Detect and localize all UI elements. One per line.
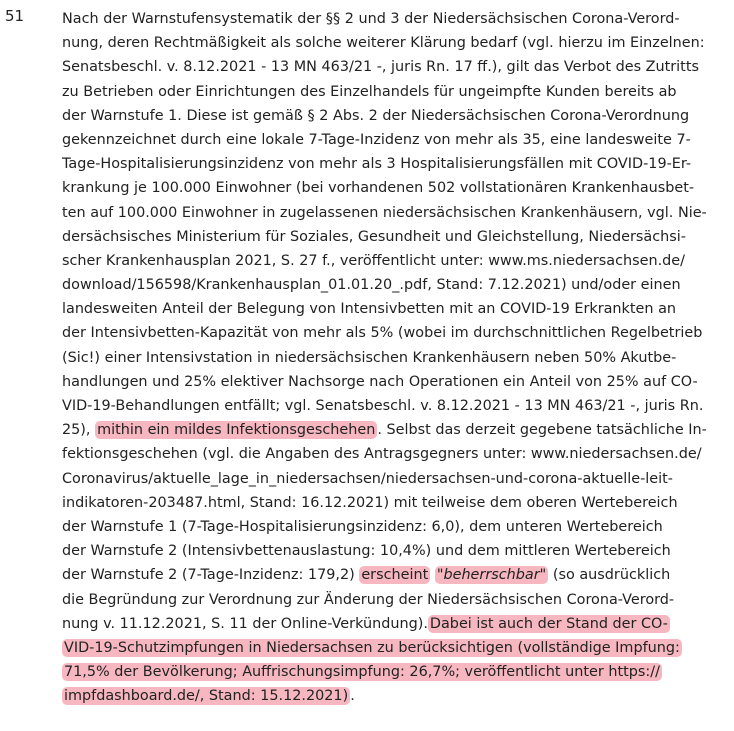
text-line: VID-19-Behandlungen entfällt; vgl. Senatsbeschl. v. 8.12.2021 - 13 MN 463/21 -, juris Rn. — [62, 398, 704, 414]
text-line: Senatsbeschl. v. 8.12.2021 - 13 MN 463/21 -, juris Rn. 17 ff.), gilt das Verbot des Zutritts — [62, 59, 699, 76]
text-line: zu Betrieben oder Einrichtungen des Einzelhandels für ungeimpfte Kunden bereits ab — [62, 83, 677, 100]
text-line: indikatoren-203487.html, Stand: 16.12.2021) mit teilweise dem oberen Wertebereich — [62, 494, 678, 511]
highlight-erscheint: erscheint — [361, 567, 429, 584]
text-line — [62, 612, 732, 636]
text-line — [62, 418, 732, 442]
quote-close: " — [539, 567, 547, 584]
highlight-vaccination-status: Dabei ist auch der Stand der CO- — [429, 615, 668, 632]
text-line: landesweiten Anteil der Belegung von Intensivbetten mit an COVID-19 Erkrankten an — [62, 301, 677, 318]
text-segment: (so ausdrücklich — [552, 567, 671, 584]
text-line — [62, 660, 732, 684]
text-segment: nung v. 11.12.2021, S. 11 der Online-Verkündung). — [62, 615, 428, 632]
text-segment: . — [350, 688, 355, 705]
paragraph-number: 51 — [5, 7, 25, 25]
highlight-vaccination-status: 71,5% der Bevölkerung; Auffrischungsimpfung: 26,7%; veröffentlicht unter https:// — [64, 664, 660, 681]
text-line: (Sic!) einer Intensivstation in niedersächsischen Krankenhäusern neben 50% Akutbe- — [62, 349, 677, 366]
highlight-mild-infection: mithin ein mildes Infektionsgeschehen — [97, 422, 376, 439]
paragraph-text — [62, 7, 732, 708]
text-line — [62, 684, 732, 708]
text-line: dersächsisches Ministerium für Soziales, Gesundheit und Gleichstellung, Niedersächsi- — [62, 228, 686, 245]
text-segment: der Warnstufe 2 (7-Tage-Inzidenz: 179,2) — [62, 567, 355, 584]
text-line: der Intensivbetten-Kapazität von mehr als 5% (wobei im durchschnittlichen Regelbetrieb — [62, 325, 703, 342]
text-line: der Warnstufe 1 (7-Tage-Hospitalisierungsinzidenz: 6,0), dem unteren Wertebereich — [62, 518, 663, 535]
text-line: ten auf 100.000 Einwohner in zugelassenen niedersächsischen Krankenhäusern, vgl. Nie- — [62, 204, 707, 221]
highlight-beherrschbar — [435, 566, 548, 584]
text-line — [62, 636, 732, 660]
text-line: Nach der Warnstufensystematik der §§ 2 und 3 der Niedersächsischen Corona-Verord- — [62, 11, 680, 27]
text-line: die Begründung zur Verordnung zur Änderung der Niedersächsischen Corona-Verord- — [62, 591, 675, 608]
text-line: Tage-Hospitalisierungsinzidenz von mehr als 3 Hospitalisierungsfällen mit COVID-19-Er- — [62, 156, 692, 173]
text-line: handlungen und 25% elektiver Nachsorge nach Operationen ein Anteil von 25% auf CO- — [62, 373, 698, 390]
text-line: scher Krankenhausplan 2021, S. 27 f., veröffentlicht unter: www.ms.niedersachsen.de/ — [62, 252, 685, 269]
text-line: download/156598/Krankenhausplan_01.01.20_.pdf, Stand: 7.12.2021) und/oder einen — [62, 277, 681, 294]
italic-word: beherrschbar — [443, 567, 540, 584]
text-segment: 25), — [62, 422, 91, 439]
highlight-vaccination-status: VID-19-Schutzimpfungen in Niedersachsen zu berücksichtigen (vollständige Impfung: — [64, 639, 680, 656]
text-line: krankung je 100.000 Einwohner (bei vorhandenen 502 vollstationären Krankenhausbet- — [62, 180, 695, 197]
text-line: fektionsgeschehen (vgl. die Angaben des Antragsgegners unter: www.niedersachsen.de/ — [62, 446, 702, 463]
text-line: der Warnstufe 1. Diese ist gemäß § 2 Abs. 2 der Niedersächsischen Corona-Verordnung — [62, 107, 690, 124]
text-line: Coronavirus/aktuelle_lage_in_niedersachsen/niedersachsen-und-corona-aktuelle-leit- — [62, 470, 673, 487]
text-line: nung, deren Rechtmäßigkeit als solche weiterer Klärung bedarf (vgl. hierzu im Einzelnen: — [62, 35, 705, 52]
highlight-vaccination-status: impfdashboard.de/, Stand: 15.12.2021) — [64, 688, 349, 705]
text-segment: . Selbst das derzeit gegebene tatsächliche In- — [377, 422, 707, 439]
quote-open: " — [436, 567, 444, 584]
text-line: der Warnstufe 2 (Intensivbettenauslastung: 10,4%) und dem mittleren Wertebereich — [62, 543, 671, 560]
text-line — [62, 563, 732, 587]
text-line: gekennzeichnet durch eine lokale 7-Tage-Inzidenz von mehr als 35, eine landesweite 7- — [62, 131, 691, 148]
